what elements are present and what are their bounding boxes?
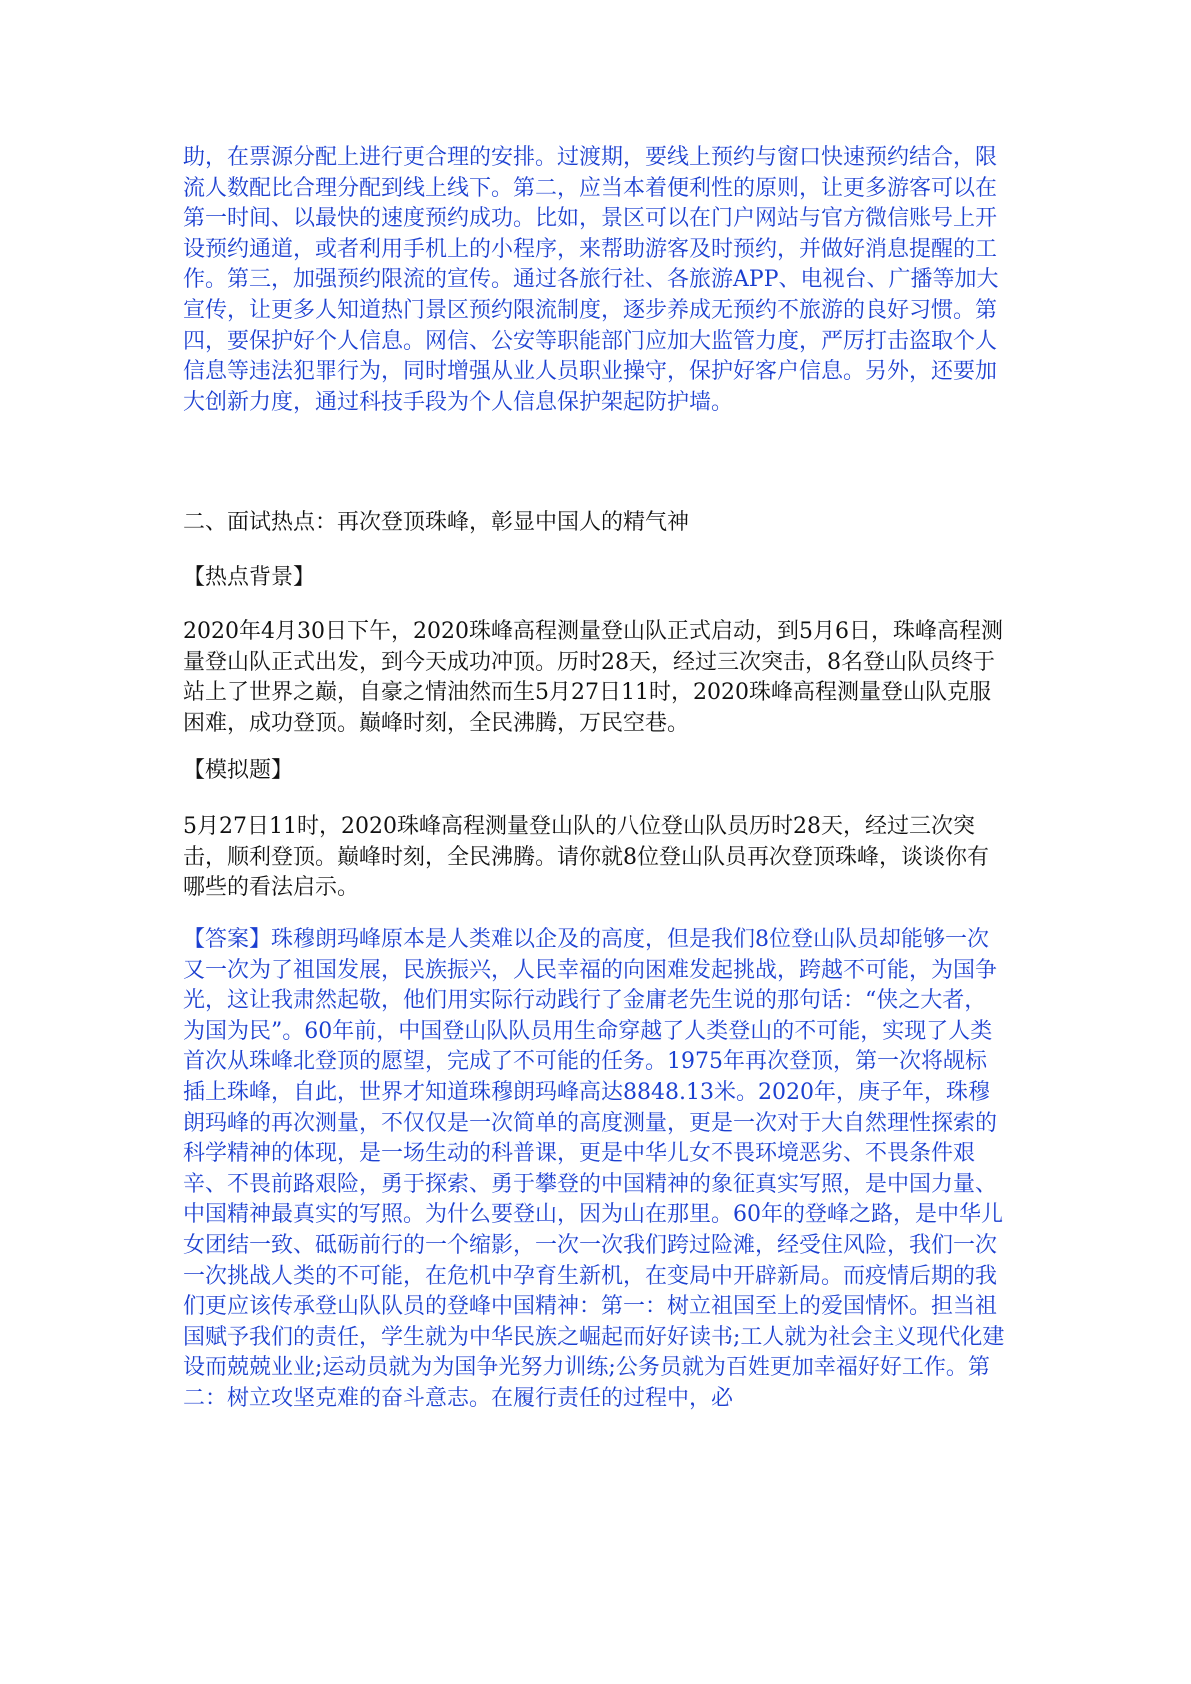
answer-paragraph bbox=[183, 925, 1008, 1415]
section-heading: 二、面试热点：再次登顶珠峰，彰显中国人的精气神 bbox=[183, 510, 690, 535]
background-label: 【热点背景】 bbox=[183, 565, 316, 590]
answer-label: 【答案】 bbox=[183, 927, 272, 952]
question-paragraph: 5月27日11时，2020珠峰高程测量登山队的八位登山队员历时28天，经过三次突击，顺利登顶。巅峰时刻，全民沸腾。请你就8位登山队员再次登顶珠峰，谈谈你有哪些的看法启示。 bbox=[183, 814, 989, 901]
question-label: 【模拟题】 bbox=[183, 758, 294, 783]
background-paragraph: 2020年4月30日下午，2020珠峰高程测量登山队正式启动，到5月6日，珠峰高程测量登山队正式出发，到今天成功冲顶。历时28天，经过三次突击，8名登山队员终于站上了世界之巅，自豪之情油然而生5月27日11时，2020珠峰高程测量登山队克服困难，成功登顶。巅峰时刻，全民沸腾，万民空巷。 bbox=[183, 619, 1003, 736]
answer-text: 珠穆朗玛峰原本是人类难以企及的高度，但是我们8位登山队员却能够一次又一次为了祖国发展，民族振兴，人民幸福的向困难发起挑战，跨越不可能，为国争光，这让我肃然起敬，他们用实际行动践行了金庸老先生说的那句话：“侠之大者，为国为民”。60年前，中国登山队队员用生命穿越了人类登山的不可能，实现了人类首次从珠峰北登顶的愿望，完成了不可能的任务。1975年再次登顶，第一次将觇标插上珠峰，自此，世界才知道珠穆朗玛峰高达8848.13米。2020年，庚子年，珠穆朗玛峰的再次测量，不仅仅是一次简单的高度测量，更是一次对于大自然理性探索的科学精神的体现，是一场生动的科普课，更是中华儿女不畏环境恶劣、不畏条件艰辛、不畏前路艰险，勇于探索、勇于攀登的中国精神的象征真实写照，是中国力量、中国精神最真实的写照。为什么要登山，因为山在那里。60年的登峰之路，是中华儿女团结一致、砥砺前行的一个缩影，一次一次我们跨过险滩，经受住风险，我们一次一次挑战人类的不可能，在危机中孕育生新机，在变局中开辟新局。而疫情后期的我们更应该传承登山队队员的登峰中国精神：第一：树立祖国至上的爱国情怀。担当祖国赋予我们的责任，学生就为中华民族之崛起而好好读书;工人就为社会主义现代化建设而兢兢业业;运动员就为为国争光努力训练;公务员就为百姓更加幸福好好工作。第二：树立攻坚克难的奋斗意志。在履行责任的过程中，必 bbox=[183, 927, 1005, 1411]
intro-paragraph: 助，在票源分配上进行更合理的安排。过渡期，要线上预约与窗口快速预约结合，限流人数配比合理分配到线上线下。第二，应当本着便利性的原则，让更多游客可以在第一时间、以最快的速度预约成功。比如，景区可以在门户网站与官方微信账号上开设预约通道，或者利用手机上的小程序，来帮助游客及时预约，并做好消息提醒的工作。第三，加强预约限流的宣传。通过各旅行社、各旅游APP、电视台、广播等加大宣传，让更多人知道热门景区预约限流制度，逐步养成无预约不旅游的良好习惯。第四，要保护好个人信息。网信、公安等职能部门应加大监管力度，严厉打击盗取个人信息等违法犯罪行为，同时增强从业人员职业操守，保护好客户信息。另外，还要加大创新力度，通过科技手段为个人信息保护架起防护墙。 bbox=[183, 145, 999, 415]
